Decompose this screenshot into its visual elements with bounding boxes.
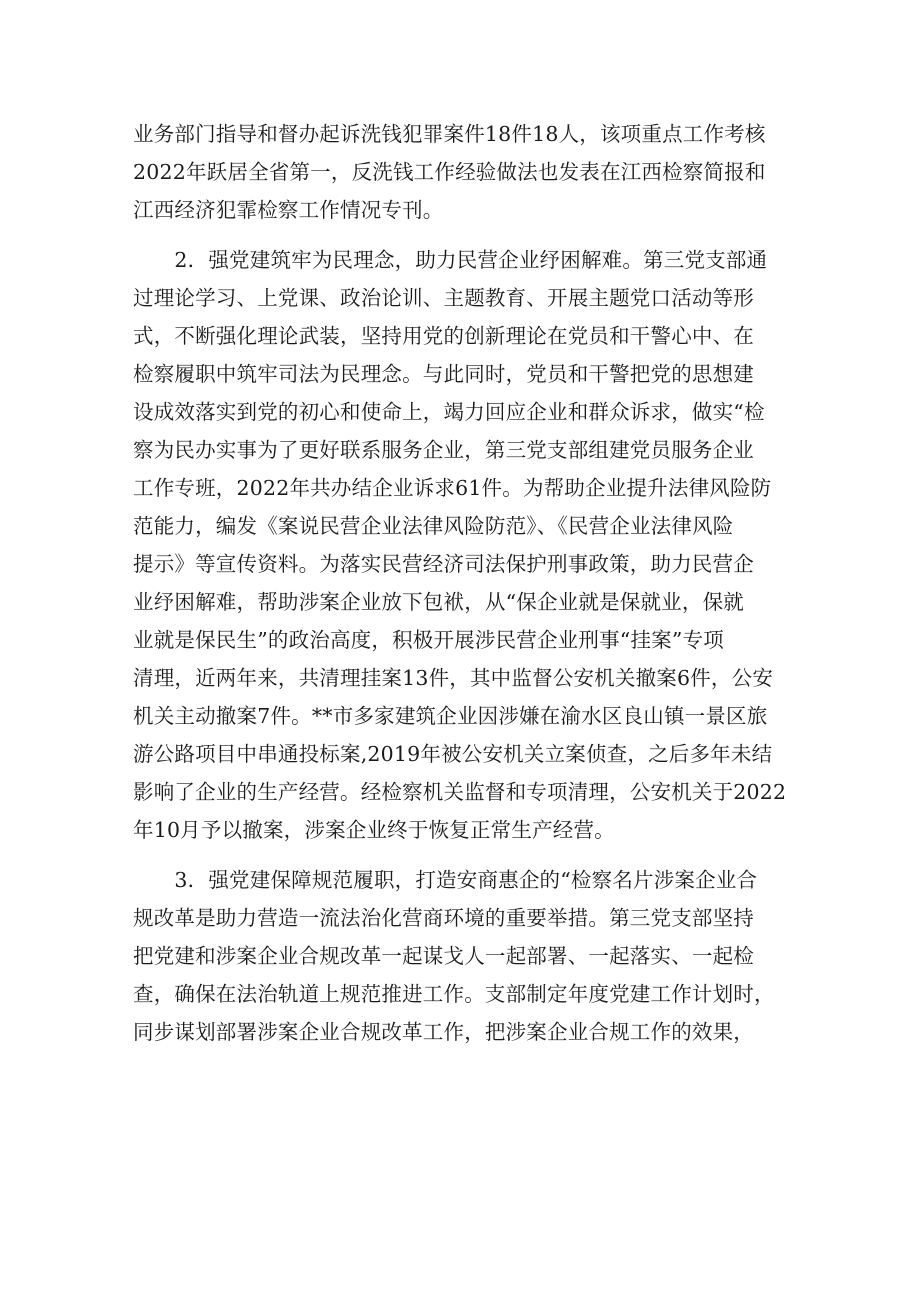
text-line: 影响了企业的生产经营。经检察机关监督和专项清理，公安机关于2022 — [133, 780, 787, 804]
text-line: 设成效落实到党的初心和使命上，竭力回应企业和群众诉求，做实“检 — [133, 400, 765, 424]
text-line: 式，不断强化理论武装，坚持用党的创新理论在党员和干警心中、在 — [133, 324, 754, 348]
text-line: 游公路项目中串通投标案,2019年被公安机关立案侦查，之后多年未结 — [133, 742, 773, 766]
text-line: 查，确保在法治轨道上规范推进工作。支部制定年度党建工作计划时， — [133, 982, 775, 1006]
text-line: 把党建和涉案企业合规改革一起谋戈人一起部署、一起落实、一起检 — [133, 944, 754, 968]
text-line: 过理论学习、上党课、政治论训、主题教育、开展主题党口活动等形 — [133, 286, 754, 310]
text-line: 工作专班，2022年共办结企业诉求61件。为帮助企业提升法律风险防 — [133, 476, 772, 500]
text-line: 2．强党建筑牢为民理念，助力民营企业纾困解难。第三党支部通 — [133, 248, 768, 272]
text-line: 机关主动撤案7件。**市多家建筑企业因涉嫌在渝水区良山镇一景区旅 — [133, 704, 768, 728]
text-line: 2022年跃居全省第一，反洗钱工作经验做法也发表在江西检察简报和 — [133, 160, 766, 184]
text-line: 同步谋划部署涉案企业合规改革工作，把涉案企业合规工作的效果， — [133, 1020, 754, 1044]
text-line: 检察履职中筑牢司法为民理念。与此同时，党员和干警把党的思想建 — [133, 362, 754, 386]
text-line: 业纾困解难，帮助涉案企业放下包袱，从“保企业就是保就业，保就 — [133, 590, 744, 614]
text-line: 业就是保民生”的政治高度，积极开展涉民营企业刑事“挂案”专项 — [133, 628, 724, 652]
text-line: 察为民办实事为了更好联系服务企业，第三党支部组建党员服务企业 — [133, 438, 754, 462]
text-line: 年10月予以撤案，涉案企业终于恢复正常生产经营。 — [133, 818, 615, 842]
body-text — [133, 115, 793, 1051]
text-line: 提示》等宣传资料。为落实民营经济司法保护刑事政策，助力民营企 — [133, 552, 754, 576]
text-line: 江西经济犯霏检察工作情况专刊。 — [133, 198, 444, 222]
text-line: 范能力，编发《案说民营企业法律风险防范》、《民营企业法律风险 — [133, 514, 734, 538]
text-line: 规改革是助力营造一流法治化营商环境的重要举措。第三党支部坚持 — [133, 906, 754, 930]
text-line: 3．强党建保障规范履职，打造安商惠企的“检察名片涉案企业合 — [133, 868, 758, 892]
text-line: 业务部门指导和督办起诉洗钱犯罪案件18件18人，该项重点工作考核 — [133, 122, 766, 146]
text-line: 清理，近两年来，共清理挂案13件，其中监督公安机关撤案6件，公安 — [133, 666, 774, 690]
